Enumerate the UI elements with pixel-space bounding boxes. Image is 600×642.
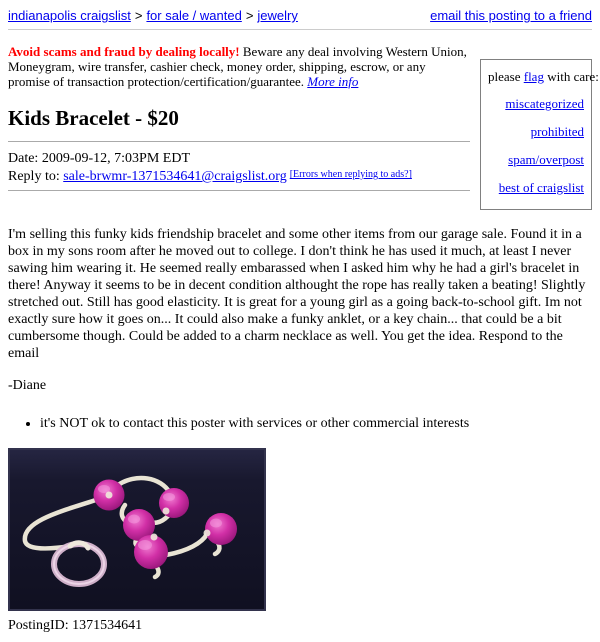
flag-intro-suffix: with care:: [543, 69, 599, 84]
posting-description: I'm selling this funky kids friendship bracelet and some other items from our garage sale. Found it in a box in my sons room after he moved out to college. I don't think he has used it much, at least I never sawing him wearing it. He seemed really embarassed when I asked him why he had a girl's bracelet in there! Anyway it seems to be in decent condition althought the rope has really taken a beating! Slightly stretched out. Still has good elasticity. It is great for a young girl as a going back-to-school gift. Im not exactly sure how it goes on... It could also make a funky anklet, or a key chain... that could be a bit cumbersome though. Could be added to a charm necklace as well. You get the idea. Respond to the email: [8, 227, 586, 361]
more-info-link[interactable]: More info: [307, 74, 359, 89]
flag-spam-overpost-link[interactable]: spam/overpost: [508, 152, 584, 167]
scam-warning: [8, 44, 470, 89]
posting-title: Kids Bracelet - $20: [8, 106, 179, 130]
reply-errors-link[interactable]: [Errors when replying to ads?]: [289, 169, 412, 180]
flag-best-of-craigslist-link[interactable]: best of craigslist: [498, 180, 584, 195]
flag-link[interactable]: flag: [523, 69, 544, 84]
breadcrumb-separator: >: [134, 8, 143, 23]
posting-id: PostingID: 1371534641: [8, 618, 143, 633]
breadcrumb: [8, 8, 298, 23]
flag-intro-prefix: please: [488, 69, 524, 84]
breadcrumb-category-link[interactable]: jewelry: [257, 8, 298, 23]
reply-email-link[interactable]: sale-brwmr-1371534641@craigslist.org: [63, 169, 287, 184]
flag-prohibited-link[interactable]: prohibited: [530, 124, 584, 139]
top-bar: [8, 8, 592, 23]
breadcrumb-separator: >: [245, 8, 254, 23]
contact-notice: • it's NOT ok to contact this poster with services or other commercial interests: [40, 416, 592, 432]
contact-notice-list: [26, 416, 592, 432]
posting-header-area: [8, 44, 599, 210]
top-divider: [8, 29, 592, 30]
flag-links: [487, 96, 585, 195]
flag-box: [480, 59, 599, 210]
date-value: 2009-09-12, 7:03PM EDT: [41, 151, 190, 166]
breadcrumb-section-link[interactable]: for sale / wanted: [146, 8, 242, 23]
scam-warning-headline: Avoid scams and fraud by dealing locally!: [8, 44, 240, 59]
reply-label: Reply to:: [8, 169, 64, 184]
date-label: Date:: [8, 151, 42, 166]
flag-box-intro: [488, 69, 599, 84]
title-divider: [8, 141, 470, 142]
posting-signature: -Diane: [8, 378, 47, 393]
scam-warning-body: Beware any deal involving Western Union, Moneygram, wire transfer, cashier check, money order, shipping, escrow, or any promise of transaction protection/certification/guarantee.: [8, 44, 467, 89]
flag-miscategorized-link[interactable]: miscategorized: [505, 96, 584, 111]
meta-divider: [8, 190, 470, 191]
email-to-friend-link[interactable]: email this posting to a friend: [430, 8, 592, 23]
posting-photo: [8, 448, 266, 611]
breadcrumb-site-link[interactable]: indianapolis craigslist: [8, 8, 131, 23]
